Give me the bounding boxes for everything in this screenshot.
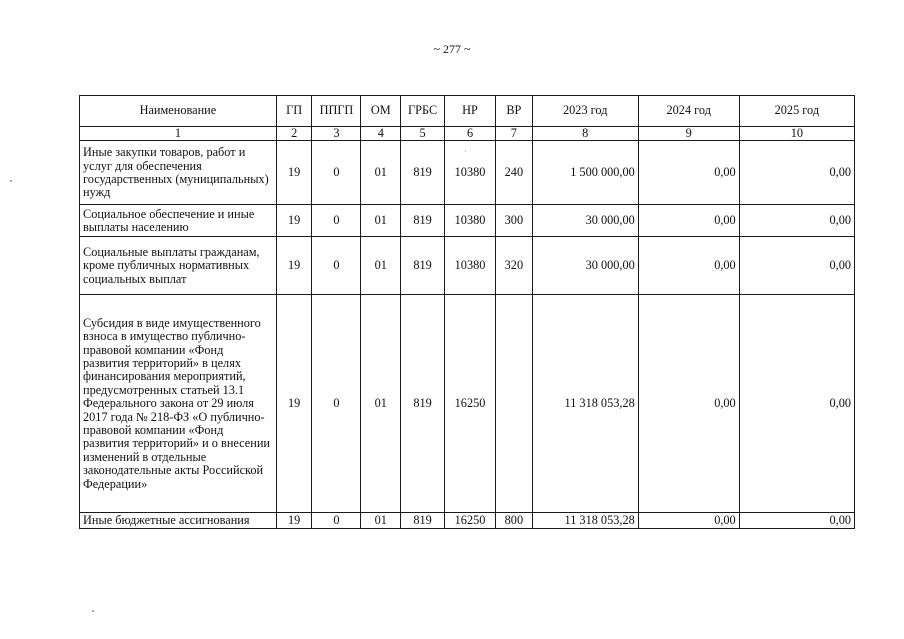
- cell-vr: 300: [496, 205, 533, 237]
- cell-vr: 800: [496, 513, 533, 529]
- cell-2025: 0,00: [739, 513, 854, 529]
- cell-om: 01: [361, 237, 401, 295]
- column-number: 8: [532, 127, 638, 141]
- scan-speck: [465, 151, 466, 152]
- cell-2024: 0,00: [638, 295, 739, 513]
- table-row: [80, 141, 855, 205]
- column-number: 5: [401, 127, 445, 141]
- column-number: 3: [312, 127, 361, 141]
- header-cell: 2025 год: [739, 96, 854, 127]
- header-cell: ВР: [496, 96, 533, 127]
- cell-gp: 19: [276, 237, 312, 295]
- column-number: 1: [80, 127, 277, 141]
- header-row: [80, 96, 855, 127]
- row-name: Иные бюджетные ассигнования: [80, 513, 277, 529]
- cell-2024: 0,00: [638, 141, 739, 205]
- header-cell: ППГП: [312, 96, 361, 127]
- cell-2023: 1 500 000,00: [532, 141, 638, 205]
- cell-ppgp: 0: [312, 205, 361, 237]
- scan-speck: [92, 610, 94, 612]
- row-name: Социальные выплаты гражданам, кроме публичных нормативных социальных выплат: [80, 237, 277, 295]
- cell-2025: 0,00: [739, 237, 854, 295]
- budget-table: [79, 95, 855, 529]
- header-cell: 2023 год: [532, 96, 638, 127]
- table-row: [80, 295, 855, 513]
- table-row: [80, 237, 855, 295]
- cell-om: 01: [361, 513, 401, 529]
- cell-2024: 0,00: [638, 237, 739, 295]
- cell-grbs: 819: [401, 513, 445, 529]
- cell-gp: 19: [276, 513, 312, 529]
- cell-om: 01: [361, 141, 401, 205]
- cell-vr: 240: [496, 141, 533, 205]
- cell-om: 01: [361, 205, 401, 237]
- cell-grbs: 819: [401, 205, 445, 237]
- column-number: 7: [496, 127, 533, 141]
- column-number: 2: [276, 127, 312, 141]
- cell-2024: 0,00: [638, 205, 739, 237]
- cell-2025: 0,00: [739, 205, 854, 237]
- cell-gp: 19: [276, 141, 312, 205]
- cell-grbs: 819: [401, 141, 445, 205]
- cell-2023: 11 318 053,28: [532, 295, 638, 513]
- column-number: 9: [638, 127, 739, 141]
- row-name: Социальное обеспечение и иные выплаты населению: [80, 205, 277, 237]
- cell-vr: 320: [496, 237, 533, 295]
- cell-ppgp: 0: [312, 513, 361, 529]
- cell-nr: 10380: [445, 205, 496, 237]
- header-cell: ГП: [276, 96, 312, 127]
- cell-2024: 0,00: [638, 513, 739, 529]
- cell-ppgp: 0: [312, 141, 361, 205]
- row-name: Иные закупки товаров, работ и услуг для обеспечения государственных (муниципальных) нужд: [80, 141, 277, 205]
- cell-gp: 19: [276, 295, 312, 513]
- cell-nr: 10380: [445, 141, 496, 205]
- header-cell: ГРБС: [401, 96, 445, 127]
- header-cell: Наименование: [80, 96, 277, 127]
- cell-nr: 16250: [445, 295, 496, 513]
- cell-2023: 30 000,00: [532, 205, 638, 237]
- cell-2025: 0,00: [739, 295, 854, 513]
- cell-gp: 19: [276, 205, 312, 237]
- column-number: 10: [739, 127, 854, 141]
- row-name: Субсидия в виде имущественного взноса в имущество публично-правовой компании «Фонд развития территорий» в целях финансирования мероприятий, предусмотренных статьей 13.1 Федерального закона от 29 июля 2017 года № 218-ФЗ «О публично-правовой компании «Фонд развития территорий» и о внесении изменений в отдельные законодательные акты Российской Федерации»: [80, 295, 277, 513]
- header-cell: ОМ: [361, 96, 401, 127]
- cell-nr: 16250: [445, 513, 496, 529]
- header-cell: 2024 год: [638, 96, 739, 127]
- column-number: 6: [445, 127, 496, 141]
- cell-ppgp: 0: [312, 295, 361, 513]
- column-number: 4: [361, 127, 401, 141]
- cell-nr: 10380: [445, 237, 496, 295]
- cell-2023: 30 000,00: [532, 237, 638, 295]
- cell-ppgp: 0: [312, 237, 361, 295]
- cell-grbs: 819: [401, 237, 445, 295]
- cell-vr: [496, 295, 533, 513]
- cell-2023: 11 318 053,28: [532, 513, 638, 529]
- page-number: ~ 277 ~: [433, 42, 471, 56]
- scan-speck: [10, 180, 12, 182]
- header-cell: НР: [445, 96, 496, 127]
- table-row: [80, 205, 855, 237]
- column-number-row: [80, 127, 855, 141]
- cell-om: 01: [361, 295, 401, 513]
- table-row: [80, 513, 855, 529]
- cell-2025: 0,00: [739, 141, 854, 205]
- cell-grbs: 819: [401, 295, 445, 513]
